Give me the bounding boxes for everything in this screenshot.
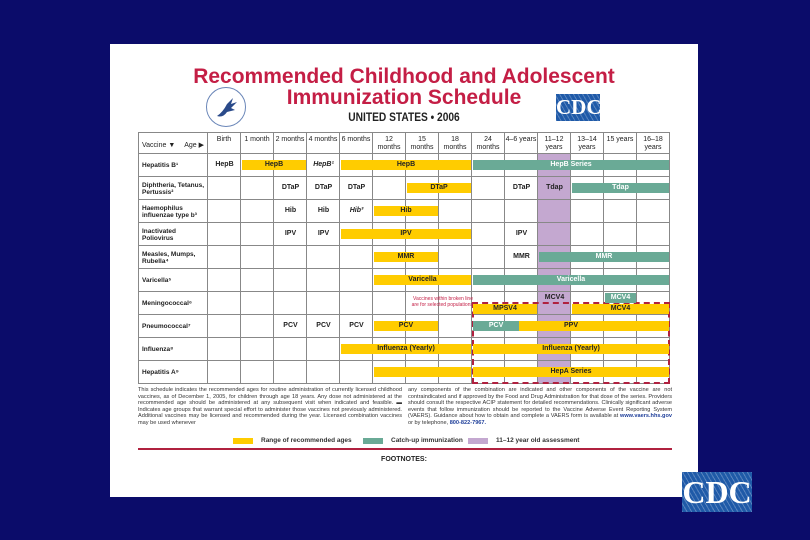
recommended-range-bar: MPSV4 xyxy=(473,304,537,314)
grid-cell xyxy=(307,292,340,315)
grid-cell xyxy=(241,269,274,292)
grid-cell xyxy=(208,269,241,292)
grid-cell xyxy=(373,177,406,200)
catchup-bar: PCV xyxy=(473,321,519,331)
divider xyxy=(138,448,672,450)
dose-label: Hib xyxy=(317,207,330,214)
grid-cell xyxy=(439,246,472,269)
catchup-bar: Varicella xyxy=(473,275,669,285)
grid-cell xyxy=(241,361,274,384)
grid-cell xyxy=(241,338,274,361)
grid-cell xyxy=(472,200,505,223)
recommended-range-bar: MCV4 xyxy=(572,304,669,314)
header-vaccine-age xyxy=(138,132,208,154)
legend-catchup xyxy=(363,437,463,444)
grid-cell xyxy=(274,338,307,361)
grid-cell xyxy=(571,200,604,223)
cdc-logo-icon: CDC xyxy=(556,95,602,119)
vaers-link[interactable]: www.vaers.hhs.gov xyxy=(619,413,672,420)
grid-cell xyxy=(208,200,241,223)
schedule-page xyxy=(110,44,698,497)
dose-label: Hib xyxy=(284,207,297,214)
vaccine-name: Hepatitis B¹ xyxy=(138,154,208,177)
dose-label: Hib³ xyxy=(349,207,364,214)
vaccine-name: Haemophilus influenzae type b³ xyxy=(138,200,208,223)
age-header: 15 months xyxy=(406,132,439,154)
vaccine-name: Measles, Mumps, Rubella⁴ xyxy=(138,246,208,269)
recommended-range-bar: HepB xyxy=(341,160,471,170)
grid-cell xyxy=(538,223,571,246)
legend-swatch-green xyxy=(363,438,383,444)
grid-cell xyxy=(274,246,307,269)
grid-cell xyxy=(505,200,538,223)
age-header: 1 month xyxy=(241,132,274,154)
dose-label: HepB¹ xyxy=(313,161,334,168)
recommended-range-bar: Influenza (Yearly) xyxy=(341,344,471,354)
hhs-logo-icon xyxy=(206,87,246,127)
grid-cell xyxy=(340,246,373,269)
grid-cell xyxy=(472,177,505,200)
grid-cell xyxy=(208,246,241,269)
age-header: 18 months xyxy=(439,132,472,154)
age-header: 13–14 years xyxy=(571,132,604,154)
catchup-bar: Tdap xyxy=(572,183,669,193)
legend-label: Range of recommended ages xyxy=(261,437,352,444)
age-header: 15 years xyxy=(604,132,637,154)
grid-cell xyxy=(472,223,505,246)
dose-label: MMR xyxy=(513,253,530,260)
recommended-range-bar: DTaP xyxy=(407,183,471,193)
grid-cell xyxy=(307,269,340,292)
grid-cell xyxy=(241,177,274,200)
vaccine-name: Pneumococcal⁷ xyxy=(138,315,208,338)
title-line-1: Recommended Childhood and Adolescent xyxy=(193,65,615,88)
grid-cell xyxy=(604,223,637,246)
grid-cell xyxy=(241,200,274,223)
age-header: Birth xyxy=(208,132,241,154)
grid-cell xyxy=(472,246,505,269)
subtitle: UNITED STATES • 2006 xyxy=(348,110,460,124)
footnotes-heading: FOOTNOTES: xyxy=(381,456,427,463)
grid-cell xyxy=(274,292,307,315)
grid-cell xyxy=(274,361,307,384)
grid-cell xyxy=(307,338,340,361)
legend-swatch-purple xyxy=(468,438,488,444)
grid-cell xyxy=(307,246,340,269)
header-vaccine: Vaccine ▼ xyxy=(142,142,176,149)
intro-text-right-tail: or by telephone, xyxy=(408,419,449,426)
recommended-range-bar: Influenza (Yearly) xyxy=(473,344,669,354)
legend-swatch-yellow xyxy=(233,438,253,444)
dose-label: IPV xyxy=(515,230,528,237)
legend-recommended xyxy=(233,437,352,444)
header-age: Age ▶ xyxy=(184,142,204,149)
grid-cell xyxy=(241,223,274,246)
legend-label: Catch-up immunization xyxy=(391,437,463,444)
vaccine-name: Inactivated Poliovirus xyxy=(138,223,208,246)
dose-label: HepB xyxy=(215,161,234,168)
recommended-range-bar xyxy=(374,367,471,377)
grid-cell xyxy=(340,269,373,292)
grid-cell xyxy=(241,315,274,338)
recommended-range-bar: PCV xyxy=(374,321,438,331)
dose-label: PCV xyxy=(349,322,364,329)
recommended-range-bar: HepA Series xyxy=(473,367,669,377)
grid-cell xyxy=(208,315,241,338)
grid-cell xyxy=(571,223,604,246)
recommended-range-bar: IPV xyxy=(341,229,471,239)
recommended-range-bar: Hib xyxy=(374,206,438,216)
age-header: 4–6 years xyxy=(505,132,538,154)
recommended-range-bar: Varicella xyxy=(374,275,471,285)
grid-cell xyxy=(637,200,670,223)
grid-cell xyxy=(241,292,274,315)
vaccine-name: Influenza⁸ xyxy=(138,338,208,361)
recommended-range-bar: PPV xyxy=(473,321,669,331)
vaccine-name: Varicella⁵ xyxy=(138,269,208,292)
grid-cell xyxy=(373,292,406,315)
title-line-2: Immunization Schedule xyxy=(286,86,522,109)
recommended-range-bar: MMR xyxy=(374,252,438,262)
dose-label: DTaP xyxy=(347,184,366,191)
selected-populations-note: Vaccines within broken line are for selected populations xyxy=(411,296,473,308)
grid-cell xyxy=(439,200,472,223)
dose-label: IPV xyxy=(284,230,297,237)
grid-cell xyxy=(604,200,637,223)
age-header: 16–18 years xyxy=(637,132,670,154)
dose-label: DTaP xyxy=(281,184,300,191)
catchup-bar: HepB Series xyxy=(473,160,669,170)
dose-label: Tdap xyxy=(546,184,563,191)
dose-label: PCV xyxy=(316,322,331,329)
vaccine-name: Meningococcal⁶ xyxy=(138,292,208,315)
intro-text-right-body: any components of the combination are indicated and other components of the vaccine are not contraindicated and if approved by the Food and Drug Administration for that dose of the series. Providers should consult the respective ACIP statement for detailed recommendations. Clinically significant adverse events that follow immunization should be reported to the Vaccine Adverse Event Reporting System (VAERS). Guidance about how to obtain and complete a VAERS form is available at xyxy=(408,387,672,420)
age-header: 12 months xyxy=(373,132,406,154)
catchup-bar: MCV4 xyxy=(605,293,636,303)
grid-cell xyxy=(208,338,241,361)
age-header: 4 months xyxy=(307,132,340,154)
grid-cell xyxy=(208,223,241,246)
vaers-phone[interactable]: 800-822-7967. xyxy=(449,419,487,426)
catchup-bar: MMR xyxy=(539,252,669,262)
grid-cell xyxy=(439,315,472,338)
intro-text-right xyxy=(408,387,672,427)
legend-assessment xyxy=(468,437,579,444)
dose-label: PCV xyxy=(283,322,298,329)
age-header: 2 months xyxy=(274,132,307,154)
age-header: 24 months xyxy=(472,132,505,154)
vaccine-name: Diphtheria, Tetanus, Pertussis² xyxy=(138,177,208,200)
dose-label: IPV xyxy=(317,230,330,237)
cdc-corner-logo-icon: CDC xyxy=(682,474,752,510)
recommended-range-bar: HepB xyxy=(242,160,306,170)
grid-cell xyxy=(538,200,571,223)
dose-label: DTaP xyxy=(314,184,333,191)
intro-text-left: This schedule indicates the recommended ages for routine administration of currently licensed childhood vaccines, as of December 1, 2005, for children through age 18 years. Any dose not administered at the recommended age should be administered at any subsequent visit when indicated and feasible. ▬ Indicates age groups that warrant special effort to administer those vaccines not previously administered. Additional vaccines may be licensed and recommended during the year. Licensed combination vaccines may be used whenever xyxy=(138,387,402,426)
grid-cell xyxy=(208,177,241,200)
legend-label: 11–12 year old assessment xyxy=(496,437,580,444)
grid-cell xyxy=(208,292,241,315)
dose-label: MCV4 xyxy=(544,294,565,301)
dose-label: DTaP xyxy=(512,184,531,191)
age-header: 6 months xyxy=(340,132,373,154)
grid-cell xyxy=(274,269,307,292)
grid-cell xyxy=(241,246,274,269)
grid-cell xyxy=(307,361,340,384)
grid-cell xyxy=(208,361,241,384)
grid-cell xyxy=(637,223,670,246)
grid-cell xyxy=(340,292,373,315)
vaccine-name: Hepatitis A⁹ xyxy=(138,361,208,384)
age-header: 11–12 years xyxy=(538,132,571,154)
grid-cell xyxy=(340,361,373,384)
